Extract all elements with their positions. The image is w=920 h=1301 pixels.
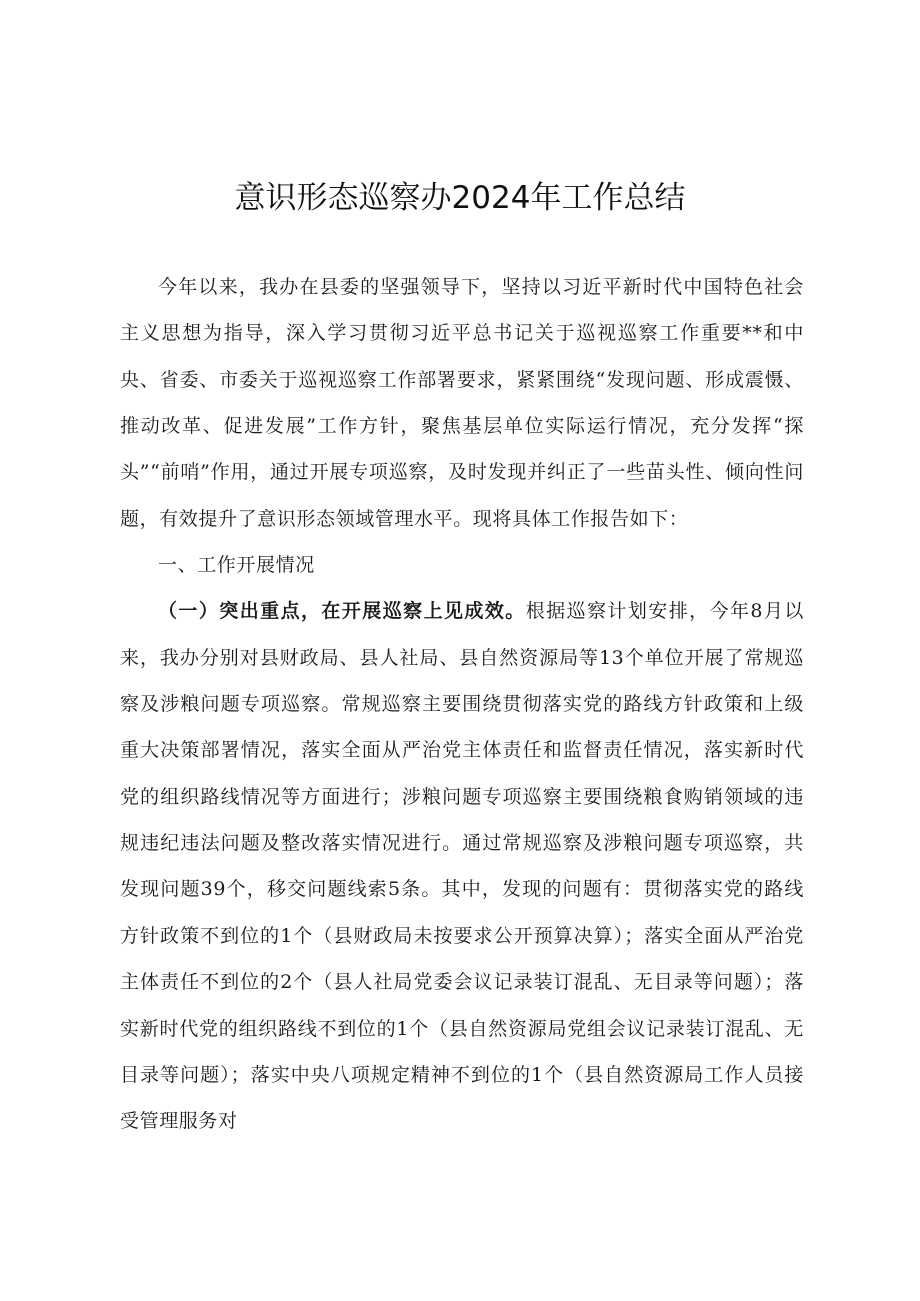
document-body: [120, 264, 804, 1145]
document-title: 意识形态巡察办2024年工作总结: [234, 180, 686, 216]
intro-paragraph: 今年以来，我办在县委的坚强领导下，坚持以习近平新时代中国特色社会主义思想为指导，深入学习贯彻习近平总书记关于巡视巡察工作重要**和中央、省委、市委关于巡视巡察工作部署要求，紧紧围绕“发现问题、形成震慑、推动改革、促进发展”工作方针，聚焦基层单位实际运行情况，充分发挥“探头”“前哨”作用，通过开展专项巡察，及时发现并纠正了一些苗头性、倾向性问题，有效提升了意识形态领域管理水平。现将具体工作报告如下：: [120, 276, 804, 530]
subsection-text: 根据巡察计划安排，今年8月以来，我办分别对县财政局、县人社局、县自然资源局等13个单位开展了常规巡察及涉粮问题专项巡察。常规巡察主要围绕贯彻落实党的路线方针政策和上级重大决策部署情况，落实全面从严治党主体责任和监督责任情况，落实新时代党的组织路线情况等方面进行；涉粮问题专项巡察主要围绕粮食购销领域的违规违纪违法问题及整改落实情况进行。通过常规巡察及涉粮问题专项巡察，共发现问题39个，移交问题线索5条。其中，发现的问题有：贯彻落实党的路线方针政策不到位的1个（县财政局未按要求公开预算决算）；落实全面从严治党主体责任不到位的2个（县人社局党委会议记录装订混乱、无目录等问题）；落实新时代党的组织路线不到位的1个（县自然资源局党组会议记录装订混乱、无目录等问题）；落实中央八项规定精神不到位的1个（县自然资源局工作人员接受管理服务对: [120, 600, 804, 1133]
section-heading: 一、工作开展情况: [158, 554, 315, 577]
subsection-heading: （一）突出重点，在开展巡察上见成效。: [158, 600, 526, 623]
subsection-paragraph: [120, 588, 804, 1144]
